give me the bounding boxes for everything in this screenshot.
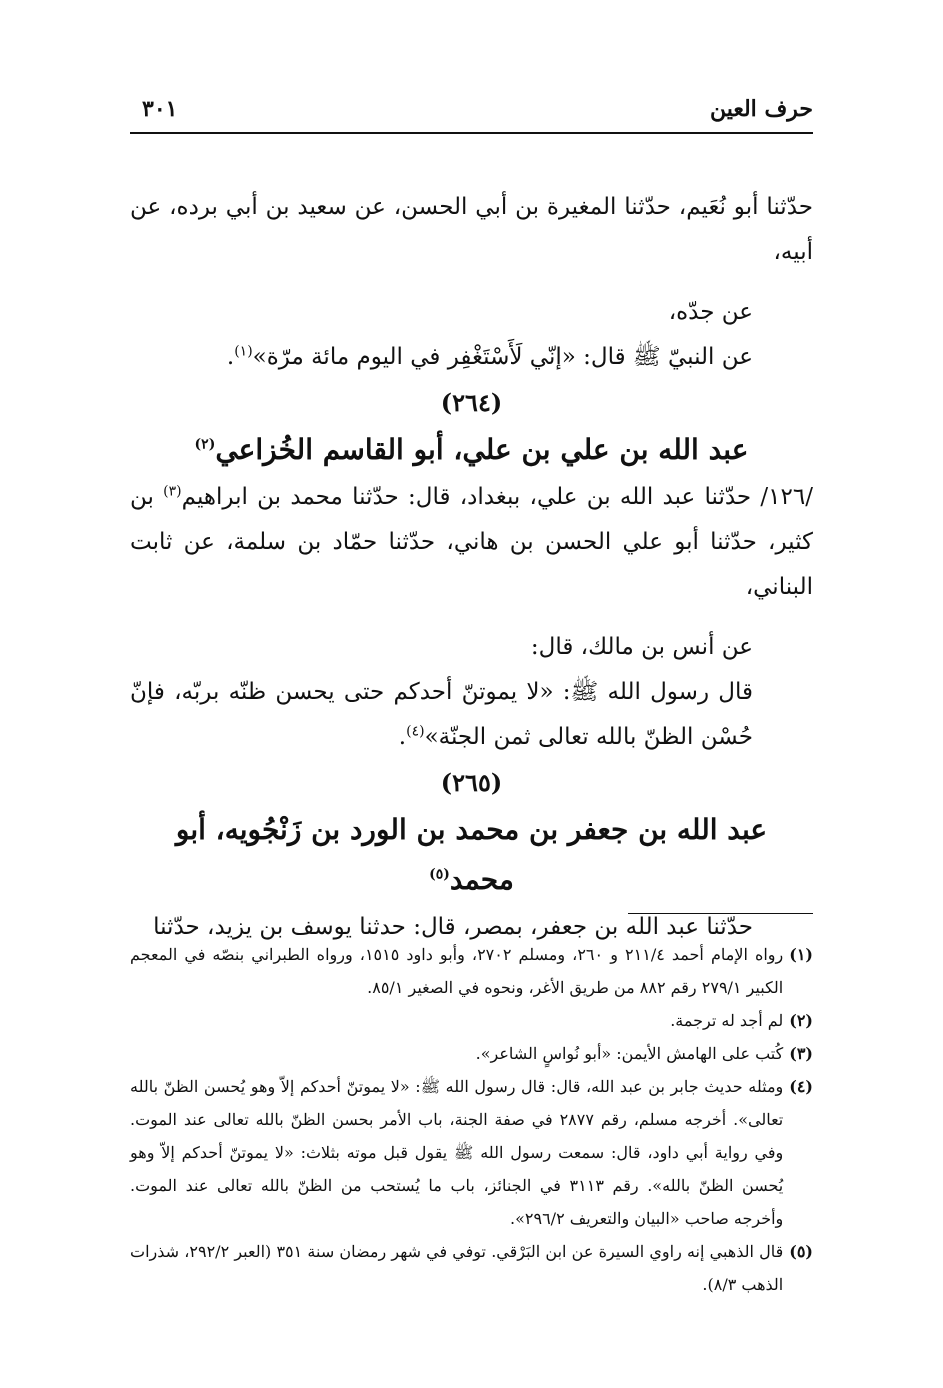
hadith-text: عن النبيّ ﷺ قال: «إنّي لَأَسْتَغْفِر في اليوم مائة مرّة» [252,344,753,370]
footnote-number: (٥) [789,1242,813,1261]
spacer [130,275,813,290]
header-rule [130,132,813,134]
footnote-text: كُتب على الهامش الأيمن: «أبو نُواسٍ الشاعر». [475,1044,784,1063]
paragraph-text: /١٢٦/ حدّثنا عبد الله بن علي، ببغداد، قال: حدّثنا محمد بن ابراهيم [181,484,813,510]
entry-number: (٢٦٤) [440,388,503,417]
entry-title-text: عبد الله بن جعفر بن محمد بن الورد بن زَنْجُويه، أبو محمد [175,813,768,896]
footnote-number: (١) [789,945,813,964]
text-line: حدّثنا أبو نُعَيم، حدّثنا المغيرة بن أبي الحسن، عن سعيد بن أبي برده، عن أبيه، [130,194,813,265]
footnote-number: (٣) [789,1044,813,1063]
main-text [130,185,813,950]
footnote [130,1037,813,1070]
text-line: حدّثنا عبد الله بن جعفر، بمصر، قال: حدثنا يوسف بن يزيد، حدّثنا [153,914,753,940]
footnote-number: (٤) [789,1077,813,1096]
footnote-text: لم أجد له ترجمة. [670,1011,784,1030]
footnote [130,938,813,1004]
text-paragraph [130,475,813,610]
footnote-ref: (٣) [163,483,182,500]
entry-number: (٢٦٥) [440,768,503,797]
entry-title [130,805,813,905]
footnote-ref: (٤) [406,723,425,740]
entry-title [130,425,813,475]
running-title: حرف العين [709,96,813,122]
footnote-text: رواه الإمام أحمد ٢١١/٤ و ٢٦٠، ومسلم ٢٧٠٢، وأبو داود ١٥١٥، ورواه الطبراني بنصّه في المعجم الكبير ٢٧٩/١ رقم ٨٨٢ من طريق الأغر، ونحوه في الصغير ٨٥/١. [130,945,784,997]
text-line: عن النبيّ ﷺ قال: «إنّي لَأَسْتَغْفِر في اليوم مائة مرّة»$^{(١)}$. [226,343,753,370]
entry-title-text: عبد الله بن علي بن علي، أبو القاسم الخُزاعي [215,433,749,466]
footnote-text: قال الذهبي إنه راوي السيرة عن ابن البَرْقي. توفي في شهر رمضان سنة ٣٥١ (العبر ٢٩٢/٢، شذرات الذهب ٨/٣). [130,1242,784,1294]
paragraph-text: بن كثير، حدّثنا أبو علي الحسن بن هاني، حدّثنا حمّاد بن سلمة، عن ثابت البناني، [130,484,813,600]
footnote [130,1235,813,1301]
footnote [130,1070,813,1235]
footnote [130,1004,813,1037]
hadith-text: قال رسول الله ﷺ: «لا يموتنّ أحدكم حتى يحسن ظنّه بربّه، فإنّ حُسْن الظنّ بالله تعالى ثمن الجنّة» [130,679,753,750]
page-header [130,96,813,136]
footnote-number: (٢) [789,1011,813,1030]
page-number: ٣٠١ [142,96,178,122]
footnote-rule [628,913,813,914]
footnote-ref: (١) [234,343,253,360]
spacer [130,610,813,625]
text-line: قال رسول الله ﷺ: «لا يموتنّ أحدكم حتى يحسن ظنّه بربّه، فإنّ حُسْن الظنّ بالله تعالى ثمن الجنّة»$^{(٤)}$. [130,679,753,750]
footnotes [130,938,813,1301]
footnote-text: ومثله حديث جابر بن عبد الله، قال: قال رسول الله ﷺ: «لا يموتنّ أحدكم إلاّ وهو يُحسن الظنّ بالله تعالى». أخرجه مسلم، رقم ٢٨٧٧ في صفة الجنة، باب الأمر بحسن الظنّ بالله تعالى عند الموت. وفي رواية أبي داود، قال: سمعت رسول الله ﷺ يقول قبل موته بثلاث: «لا يموتنّ أحدكم إلاّ وهو يُحسن الظنّ بالله». رقم ٣١١٣ في الجنائز، باب ما يُستحب من الظنّ بالله تعالى عند الموت. وأخرجه صاحب «البيان والتعريف ٢٩٦/٢». [130,1077,784,1228]
footnote-ref: (٥) [429,866,450,883]
footnote-ref: (٢) [194,436,216,453]
text-line: عن جدّه، [668,299,753,325]
text-line: عن أنس بن مالك، قال: [530,634,753,660]
